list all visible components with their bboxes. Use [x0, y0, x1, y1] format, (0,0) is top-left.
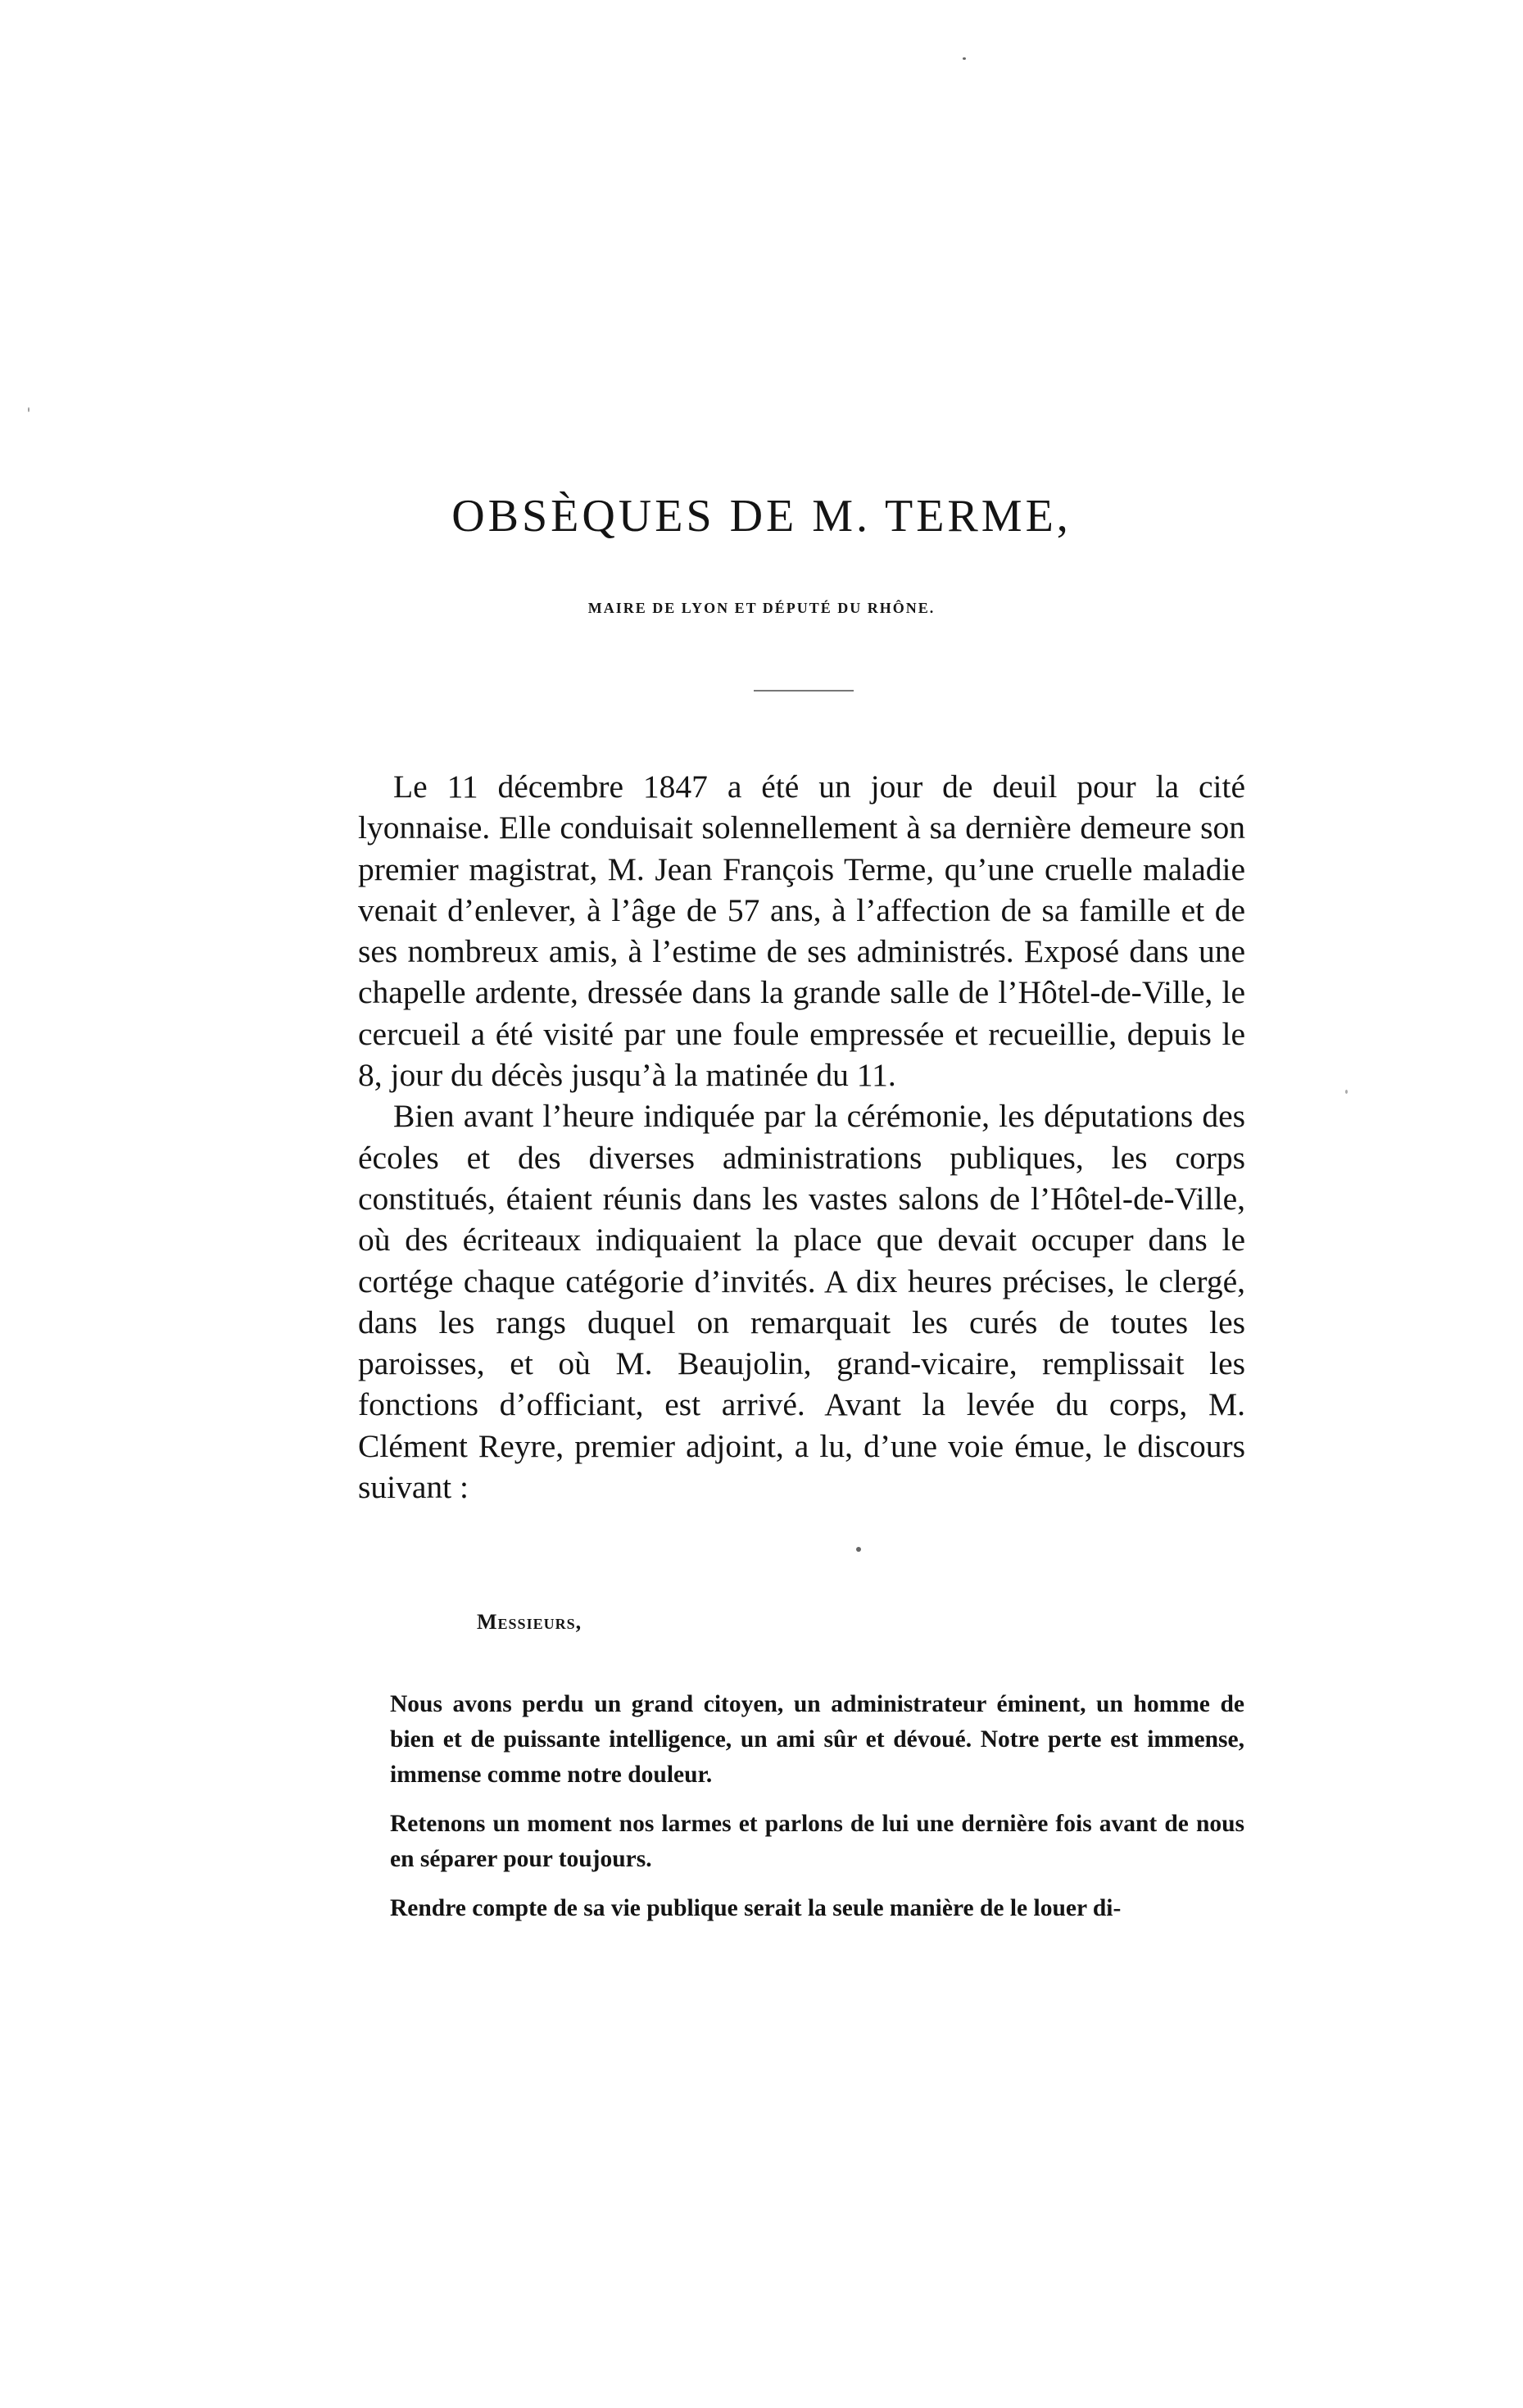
- speech-salutation: Messieurs,: [477, 1610, 582, 1634]
- speech-paragraph: Rendre compte de sa vie publique serait la seule manière de le louer di-: [390, 1895, 1122, 1921]
- speech-paragraph: Retenons un moment nos larmes et parlons de lui une dernière fois avant de nous en séparer pour toujours.: [390, 1811, 1244, 1872]
- paper-speck: [963, 57, 966, 60]
- paper-speck: [28, 407, 29, 412]
- body-paragraph: Le 11 décembre 1847 a été un jour de deuil pour la cité lyonnaise. Elle conduisait solennellement à sa dernière demeure son premier magistrat, M. Jean François Terme, qu’une cruelle maladie venait d’enlever, à l’âge de 57 ans, à l’affection de sa famille et de ses nombreux amis, à l’estime de ses administrés. Exposé dans une chapelle ardente, dressée dans la grande salle de l’Hôtel-de-Ville, le cercueil a été visité par une foule empressée et recueillie, depuis le 8, jour du décès jusqu’à la matinée du 11.: [358, 769, 1245, 1094]
- speech-paragraph: Nous avons perdu un grand citoyen, un administrateur éminent, un homme de bien et de puissante intelligence, un ami sûr et dévoué. Notre perte est immense, immense comme notre douleur.: [390, 1691, 1244, 1788]
- page-subtitle: MAIRE DE LYON ET DÉPUTÉ DU RHÔNE.: [587, 600, 936, 616]
- body-text: [358, 766, 1245, 1508]
- paper-speck: [856, 1547, 861, 1552]
- speech-text: [390, 1687, 1244, 1940]
- paper-speck: [1345, 1090, 1348, 1094]
- title-divider: [754, 690, 854, 692]
- page-title: OBSÈQUES DE M. TERME,: [451, 491, 1072, 542]
- body-paragraph: Bien avant l’heure indiquée par la cérémonie, les députations des écoles et des diverses administrations publiques, les corps constitués, étaient réunis dans les vastes salons de l’Hôtel-de-Ville, où des écriteaux indiquaient la place que devait occuper dans le cortége chaque catégorie d’invités. A dix heures précises, le clergé, dans les rangs duquel on remarquait les curés de toutes les paroisses, et où M. Beaujolin, grand-vicaire, remplissait les fonctions d’officiant, est arrivé. Avant la levée du corps, M. Clément Reyre, premier adjoint, a lu, d’une voie émue, le discours suivant :: [358, 1098, 1245, 1506]
